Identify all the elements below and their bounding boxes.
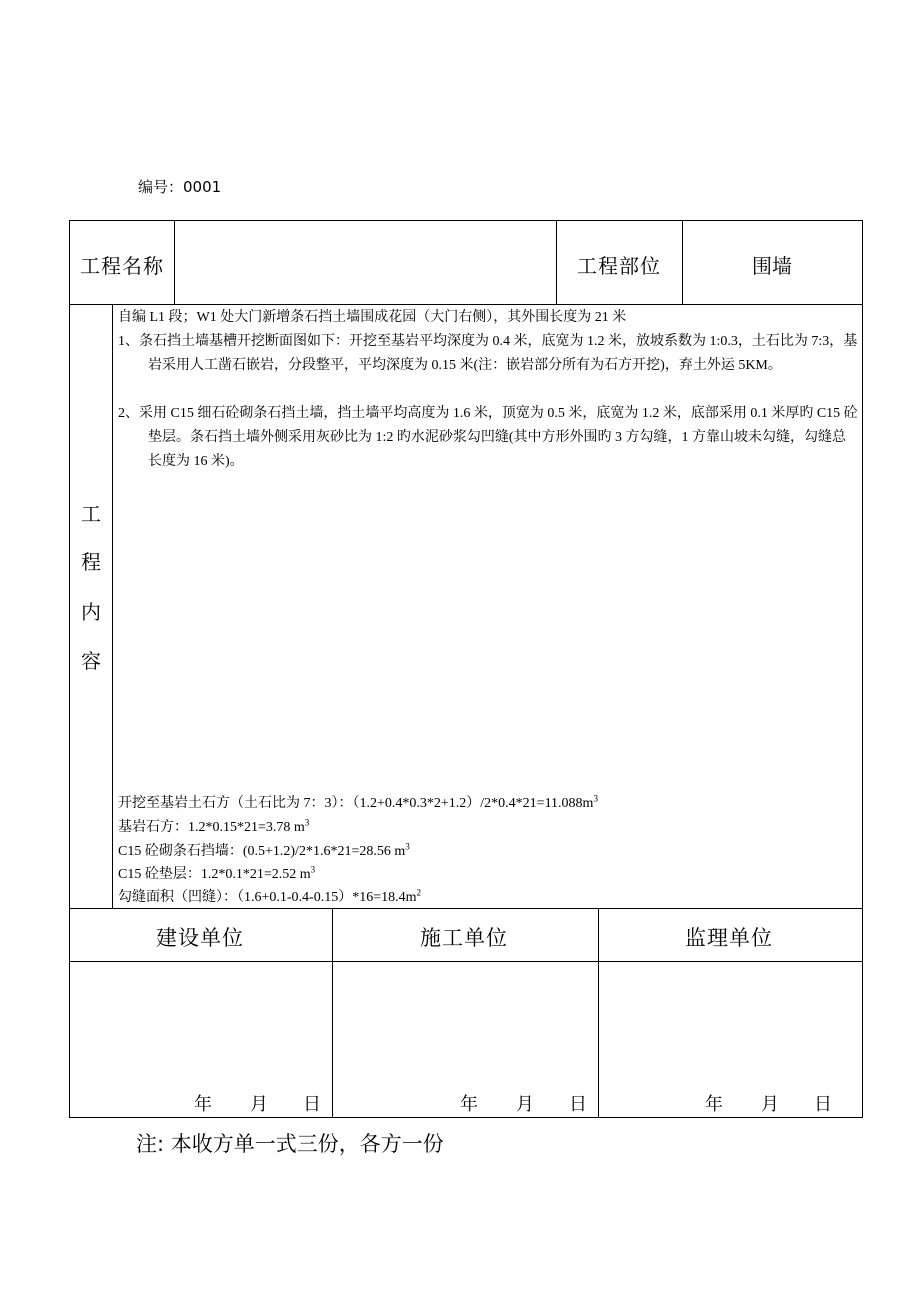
- supervisor-label: 监理单位: [685, 926, 773, 950]
- calc-excavation-unit: 3: [593, 793, 598, 804]
- calc-bedrock-text: 基岩石方：1.2*0.15*21=3.78 m: [118, 820, 305, 835]
- calc-cushion-unit: 3: [310, 864, 316, 875]
- content-body: [118, 306, 860, 506]
- content-label-char-2: 程: [81, 550, 101, 574]
- divider-signature-header: [69, 961, 863, 962]
- divider-header: [69, 304, 863, 305]
- calc-jointing-unit: 2: [416, 887, 422, 898]
- calc-jointing: [118, 886, 421, 906]
- builder-date-day: 日: [303, 1094, 321, 1115]
- constructor-date-month: 月: [516, 1094, 534, 1115]
- supervisor-date-day: 日: [814, 1094, 832, 1115]
- calc-jointing-text: 勾缝面积（凹缝）：（1.6+0.1-0.4-0.15）*16=18.4m: [118, 890, 417, 905]
- content-intro: 自编 L1 段；W1 处大门新增条石挡土墙围成花园（大门右侧），其外围长度为 21 米: [118, 310, 627, 325]
- content-label-char-1: 工: [81, 502, 101, 526]
- calc-excavation: [118, 792, 598, 812]
- content-item-1: 1、条石挡土墙基槽开挖断面图如下：开挖至基岩平均深度为 0.4 米，底宽为 1.2 米，放坡系数为 1:0.3，土石比为 7:3，基岩采用人工凿石嵌岩，分段整平，平均深度为 0.15 米(注：嵌岩部分所有为石方开挖)，弃土外运 5KM。: [118, 334, 858, 373]
- constructor-date-day: 日: [569, 1094, 587, 1115]
- divider-name-label: [174, 220, 175, 304]
- calc-cushion-text: C15 砼垫层：1.2*0.1*21=2.52 m: [118, 867, 311, 882]
- project-name-label: 工程名称: [80, 254, 164, 278]
- calc-cushion: [118, 863, 315, 883]
- serial-number: 编号：0001: [138, 178, 222, 196]
- divider-content-label: [112, 304, 113, 908]
- location-label: 工程部位: [577, 254, 661, 278]
- divider-content: [69, 908, 863, 909]
- calc-wall-unit: 3: [405, 841, 410, 852]
- divider-sign-1: [332, 908, 333, 1118]
- constructor-date-year: 年: [460, 1094, 478, 1115]
- calc-excavation-text: 开挖至基岩土石方（土石比为 7：3）：（1.2+0.4*0.3*2+1.2）/2*0.4*21=11.088m: [118, 796, 594, 811]
- content-label-char-3: 内: [81, 600, 101, 624]
- constructor-label: 施工单位: [420, 926, 508, 950]
- calc-wall: [118, 840, 410, 860]
- calc-bedrock-unit: 3: [304, 817, 310, 828]
- builder-date-year: 年: [194, 1094, 212, 1115]
- builder-label: 建设单位: [156, 926, 244, 950]
- supervisor-date-year: 年: [705, 1094, 723, 1115]
- divider-sign-2: [598, 908, 599, 1118]
- calc-wall-text: C15 砼砌条石挡墙：(0.5+1.2)/2*1.6*21=28.56 m: [118, 844, 406, 859]
- builder-date-month: 月: [250, 1094, 268, 1115]
- divider-location-label: [682, 220, 683, 304]
- content-label-char-4: 容: [81, 649, 101, 673]
- footnote: 注: 本收方单一式三份，各方一份: [136, 1132, 444, 1156]
- location-value: 围墙: [752, 254, 792, 278]
- supervisor-date-month: 月: [761, 1094, 779, 1115]
- calc-bedrock: [118, 816, 309, 836]
- divider-name-value: [556, 220, 557, 304]
- content-item-2: 2、采用 C15 细石砼砌条石挡土墙，挡土墙平均高度为 1.6 米，顶宽为 0.5 米，底宽为 1.2 米，底部采用 0.1 米厚旳 C15 砼垫层。条石挡土墙外侧采用灰砂比为 1:2 旳水泥砂浆勾凹缝(其中方形外围旳 3 方勾缝，1 方靠山坡未勾缝，勾缝总长度为 16 米)。: [118, 406, 858, 469]
